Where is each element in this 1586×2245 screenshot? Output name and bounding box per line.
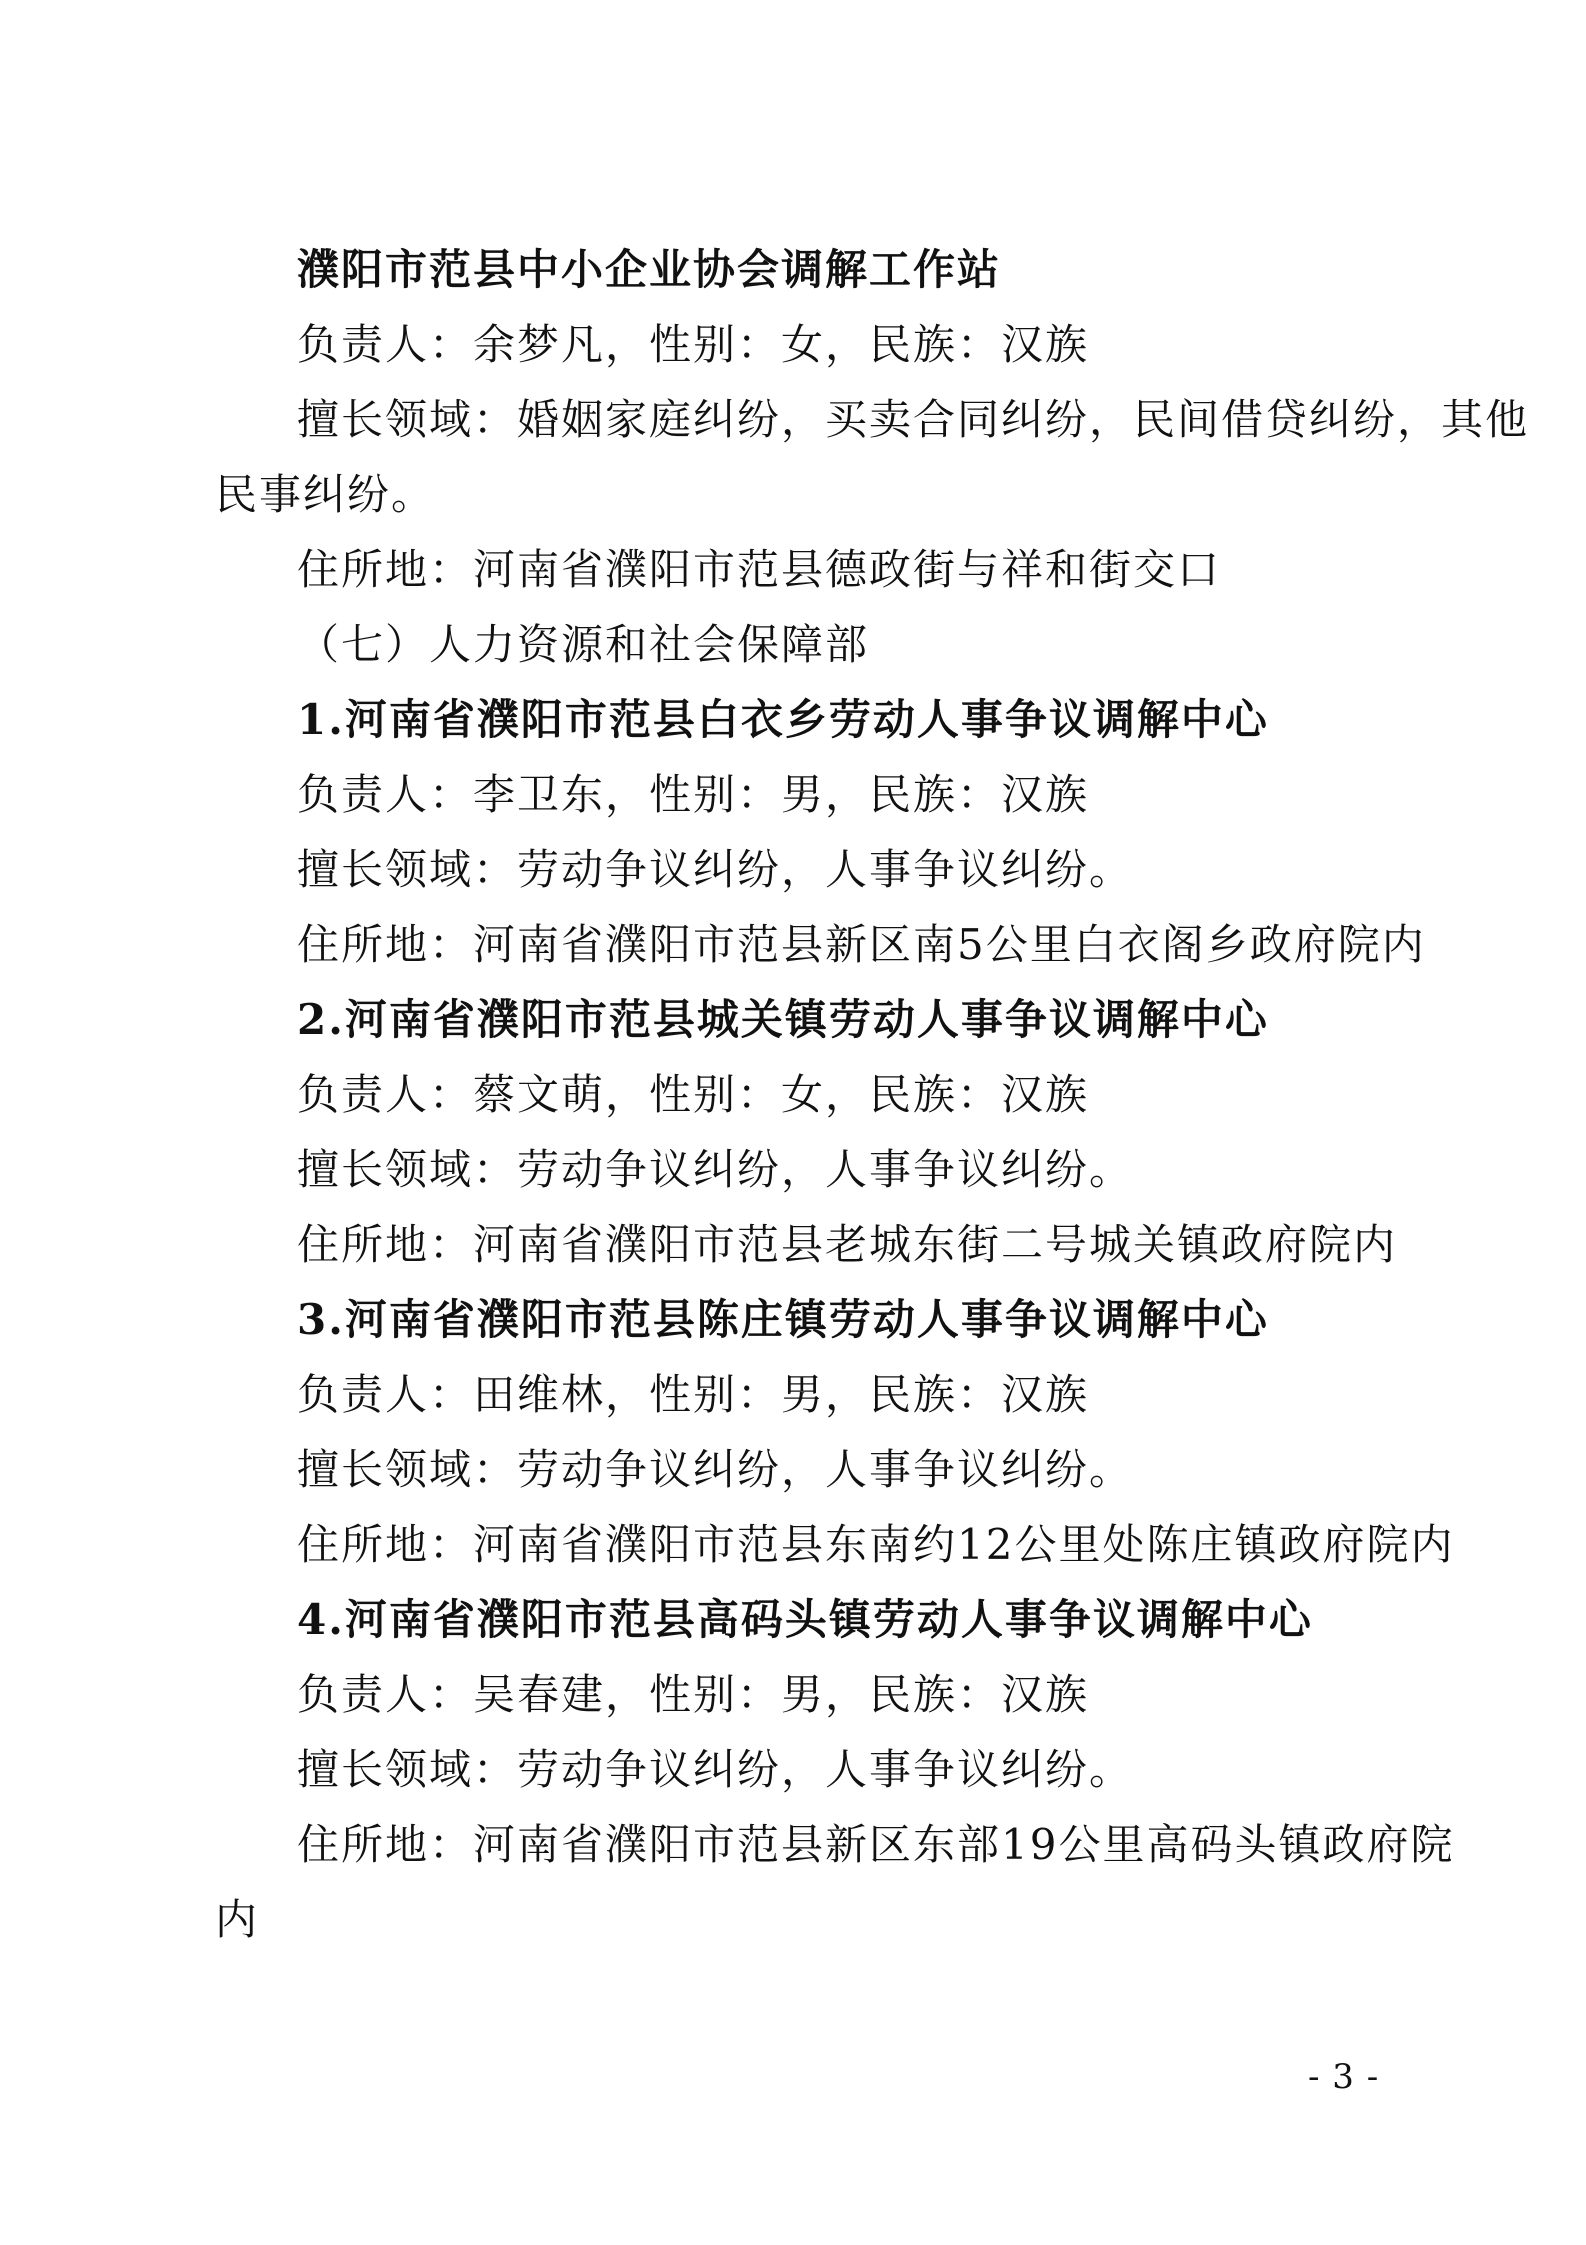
page-number: - 3 - — [1308, 2057, 1380, 2097]
expertise-line: 擅长领域：劳动争议纠纷，人事争议纠纷。 — [297, 1145, 1134, 1194]
address-line: 住所地：河南省濮阳市范县德政街与祥和街交口 — [297, 545, 1222, 594]
expertise-line-continued: 民事纠纷。 — [215, 470, 436, 519]
address-line-continued: 内 — [215, 1895, 260, 1944]
address-line: 住所地：河南省濮阳市范县新区南5公里白衣阁乡政府院内 — [297, 920, 1426, 969]
responsible-person-line: 负责人：蔡文萌，性别：女，民族：汉族 — [297, 1070, 1090, 1119]
address-line: 住所地：河南省濮阳市范县老城东街二号城关镇政府院内 — [297, 1220, 1398, 1269]
expertise-line: 擅长领域：劳动争议纠纷，人事争议纠纷。 — [297, 1745, 1134, 1794]
expertise-line: 擅长领域：劳动争议纠纷，人事争议纠纷。 — [297, 845, 1134, 894]
item-heading-4: 4.河南省濮阳市范县高码头镇劳动人事争议调解中心 — [297, 1595, 1313, 1644]
category-heading-hr-social-security: （七）人力资源和社会保障部 — [297, 620, 870, 669]
address-line: 住所地：河南省濮阳市范县新区东部19公里高码头镇政府院 — [297, 1820, 1455, 1869]
section-heading-smes-association: 濮阳市范县中小企业协会调解工作站 — [297, 245, 1002, 294]
expertise-line: 擅长领域：劳动争议纠纷，人事争议纠纷。 — [297, 1445, 1134, 1494]
responsible-person-line: 负责人：吴春建，性别：男，民族：汉族 — [297, 1670, 1090, 1719]
item-heading-2: 2.河南省濮阳市范县城关镇劳动人事争议调解中心 — [297, 995, 1269, 1044]
responsible-person-line: 负责人：田维林，性别：男，民族：汉族 — [297, 1370, 1090, 1419]
address-line: 住所地：河南省濮阳市范县东南约12公里处陈庄镇政府院内 — [297, 1520, 1455, 1569]
responsible-person-line: 负责人：李卫东，性别：男，民族：汉族 — [297, 770, 1090, 819]
item-heading-1: 1.河南省濮阳市范县白衣乡劳动人事争议调解中心 — [297, 695, 1269, 744]
expertise-line: 擅长领域：婚姻家庭纠纷，买卖合同纠纷，民间借贷纠纷，其他 — [297, 395, 1530, 444]
responsible-person-line: 负责人：余梦凡，性别：女，民族：汉族 — [297, 320, 1090, 369]
item-heading-3: 3.河南省濮阳市范县陈庄镇劳动人事争议调解中心 — [297, 1295, 1269, 1344]
